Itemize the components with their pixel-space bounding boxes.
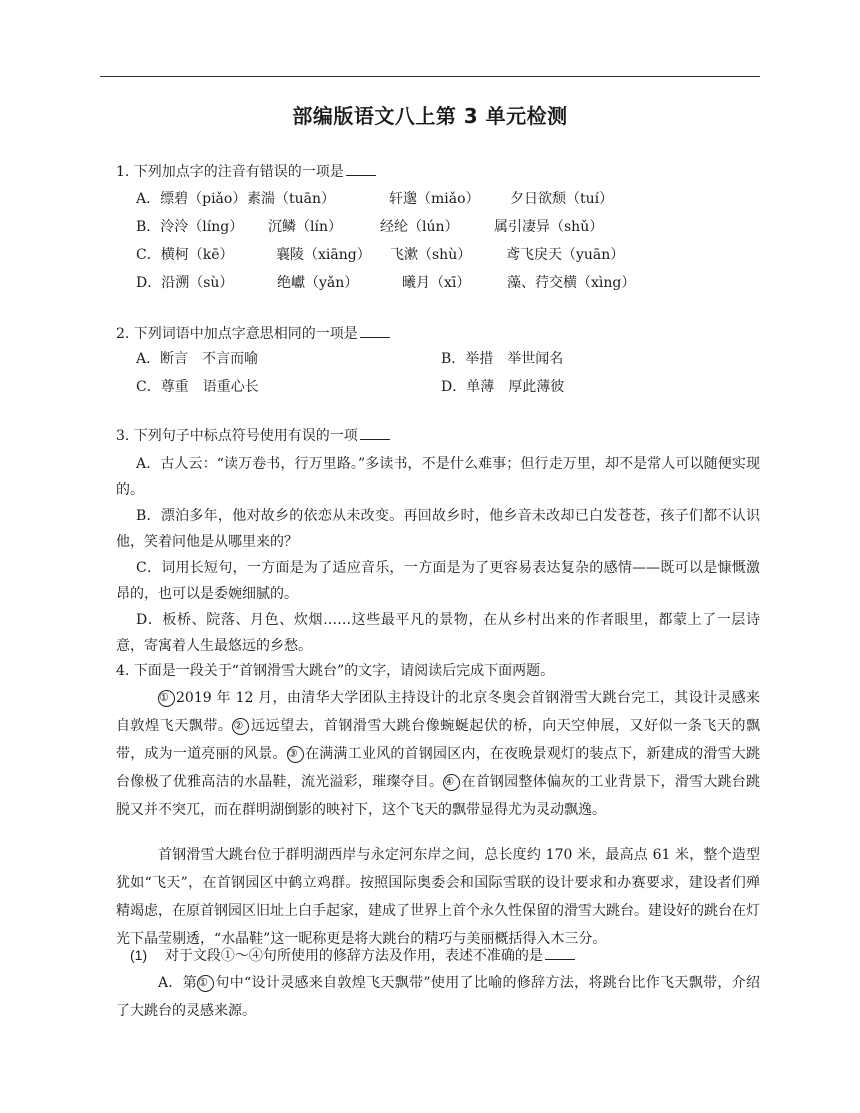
q1-b-2: 沉鳞（lín） [268, 219, 342, 235]
q1-a-2: 素湍（tuān） [247, 191, 336, 207]
q1-c-1: C．横柯（kē） [136, 247, 234, 263]
question-1-stem: 1. 下列加点字的注音有错误的一项是 [116, 161, 376, 182]
q1-d-4: 藻、荇交横（xìng） [507, 275, 636, 291]
header-rule [100, 76, 760, 77]
q4-sub1-stem: (1) 对于文段①～④句所使用的修辞方法及作用，表述不准确的是 [130, 945, 575, 966]
q3-option-b: B．漂泊多年，他对故乡的依恋从未改变。再回故乡时，他乡音未改却已白发苍苍，孩子们都不认识他，笑着问他是从哪里来的？ [116, 508, 760, 550]
q2-option-a: A．断言 不言而喻 [136, 351, 259, 367]
page-title: 部编版语文八上第 3 单元检测 [292, 104, 568, 128]
answer-blank [360, 323, 390, 338]
q1-b-1: B．泠泠（líng） [136, 219, 244, 235]
q1-a-1: A．缥碧（piǎo） [136, 191, 247, 207]
sentence-marker-4: ④ [443, 774, 460, 791]
q1-d-3: 曦月（xī） [402, 275, 471, 291]
question-2-stem: 2. 下列词语中加点字意思相同的一项是 [116, 323, 390, 344]
q1-c-2: 襄陵（xiāng） [276, 247, 371, 263]
q4-sub1-option-a: A．第① 句中“设计灵感来自敦煌飞天飘带”使用了比喻的修辞方法，将跳台比作飞天飘带，介绍了大跳台的灵感来源。 [116, 975, 760, 1019]
answer-blank [360, 425, 390, 440]
answer-blank [545, 945, 575, 960]
q1-c-3: 飞漱（shù） [390, 247, 472, 263]
sentence-marker-3: ③ [287, 746, 304, 763]
q1-c-4: 鸢飞戾天（yuān） [506, 247, 625, 263]
q1-option-row-d [136, 273, 756, 293]
answer-blank [346, 161, 376, 176]
q4-passage-paragraph-1: ① 2019 年 12 月，由清华大学团队主持设计的北京冬奥会首钢滑雪大跳台完工，其设计灵感来自敦煌飞天飘带。② 远远望去，首钢滑雪大跳台像蜿蜒起伏的桥，向天空伸展，又好似一条飞天的飘带，成为一道亮丽的风景。③ 在满满工业风的首钢园区内，在夜晚景观灯的装点下，新建成的滑雪大跳台像极了优雅高洁的水晶鞋，流光溢彩，璀璨夺目。④ 在首钢园整体偏灰的工业背景下，滑雪大跳台跳脱又并不突兀，而在群明湖倒影的映衬下，这个飞天的飘带显得尤为灵动飘逸。 [116, 690, 761, 818]
sentence-marker-1: ① [158, 690, 175, 707]
q3-option-d: D．板桥、院落、月色、炊烟……这些最平凡的景物，在从乡村出来的作者眼里，都蒙上了一层诗意，寄寓着人生最悠远的乡愁。 [116, 612, 760, 654]
q1-a-3: 轩邈（miǎo） [389, 191, 480, 207]
q2-option-b: B．举措 举世闻名 [441, 351, 564, 367]
question-3-stem: 3. 下列句子中标点符号使用有误的一项 [116, 425, 390, 446]
sentence-marker-2: ② [232, 718, 249, 735]
q1-a-4: 夕日欲颓（tuí） [510, 191, 614, 207]
q2-option-c: C．尊重 语重心长 [136, 379, 259, 395]
q4-passage-paragraph-2: 首钢滑雪大跳台位于群明湖西岸与永定河东岸之间，总长度约 170 米，最高点 61 米，整个造型犹如“飞天”，在首钢园区中鹤立鸡群。按照国际奥委会和国际雪联的设计要求和办赛要求，建设者们殚精竭虑，在原首钢园区旧址上白手起家，建成了世界上首个永久性保留的滑雪大跳台。建设好的跳台在灯光下晶莹剔透，“水晶鞋”这一昵称更是将大跳台的精巧与美丽概括得入木三分。 [116, 847, 760, 947]
q2-option-d: D．单薄 厚此薄彼 [441, 379, 565, 395]
q1-option-row-b [136, 217, 756, 237]
sentence-marker-ref-1: ① [197, 975, 214, 992]
q3-option-c: C．词用长短句，一方面是为了适应音乐，一方面是为了更容易表达复杂的感情——既可以是慷慨激昂的，也可以是委婉细腻的。 [116, 560, 760, 602]
q1-option-row-a [136, 189, 756, 209]
q1-b-4: 属引凄异（shǔ） [494, 219, 604, 235]
question-4-stem: 4. 下面是一段关于“首钢滑雪大跳台”的文字，请阅读后完成下面两题。 [116, 663, 555, 679]
q1-option-row-c [136, 245, 756, 265]
q1-d-1: D．沿溯（sù） [136, 275, 234, 291]
q1-b-3: 经纶（lún） [380, 219, 459, 235]
q3-option-a: A．古人云：“读万卷书，行万里路。”多读书，不是什么难事；但行走万里，却不是常人可以随便实现的。 [116, 456, 760, 498]
q1-d-2: 绝巘（yǎn） [277, 275, 359, 291]
